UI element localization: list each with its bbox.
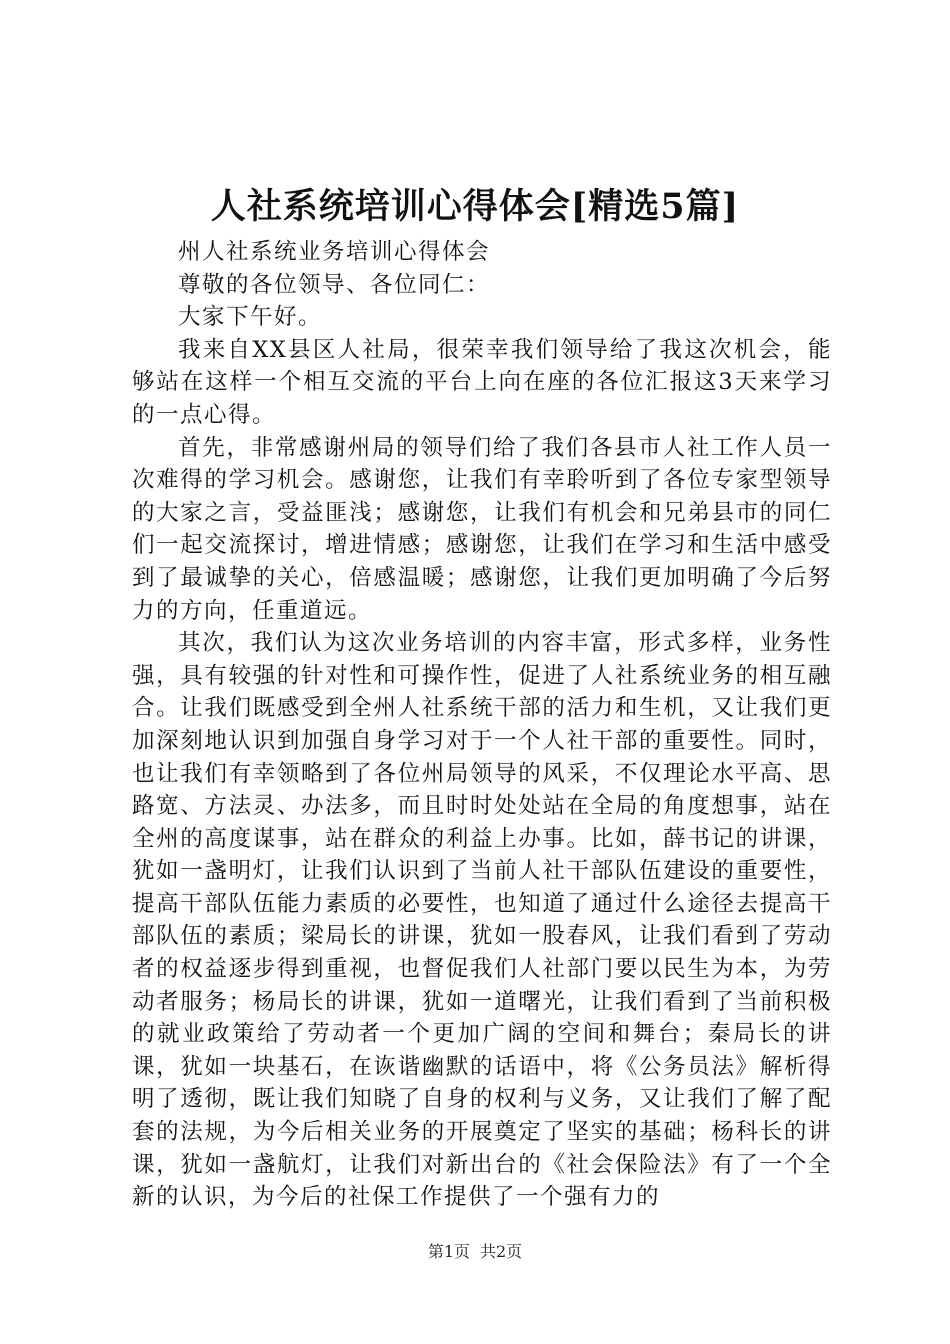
- page-footer: [0, 1240, 950, 1264]
- page-total: 共2页: [480, 1242, 523, 1261]
- paragraph-greeting: 大家下午好。: [178, 304, 323, 331]
- page-number: 第1页: [427, 1242, 470, 1261]
- paragraph-salutation: 尊敬的各位领导、各位同仁：: [178, 271, 491, 298]
- document-title: 人社系统培训心得体会[精选5篇]: [210, 186, 740, 227]
- document-body: [132, 236, 832, 1214]
- paragraph-intro: 我来自XX县区人社局，很荣幸我们领导给了我这次机会，能够站在这样一个相互交流的平台上向在座的各位汇报这3天来学习的一点心得。: [132, 336, 832, 428]
- paragraph-first: 首先，非常感谢州局的领导们给了我们各县市人社工作人员一次难得的学习机会。感谢您，让我们有幸聆听到了各位专家型领导的大家之言，受益匪浅；感谢您，让我们有机会和兄弟县市的同仁们一起交流探讨，增进情感；感谢您，让我们在学习和生活中感受到了最诚挚的关心，倍感温暖；感谢您，让我们更加明确了今后努力的方向，任重道远。: [132, 434, 832, 624]
- paragraph-subtitle: 州人社系统业务培训心得体会: [178, 239, 491, 265]
- paragraph-second: 其次，我们认为这次业务培训的内容丰富，形式多样，业务性强，具有较强的针对性和可操作性，促进了人社系统业务的相互融合。让我们既感受到全州人社系统干部的活力和生机，又让我们更加深刻地认识到加强自身学习对于一个人社干部的重要性。同时，也让我们有幸领略到了各位州局领导的风采，不仅理论水平高、思路宽、方法灵、办法多，而且时时处处站在全局的角度想事，站在全州的高度谋事，站在群众的利益上办事。比如，薛书记的讲课，犹如一盏明灯，让我们认识到了当前人社干部队伍建设的重要性，提高干部队伍能力素质的必要性，也知道了通过什么途径去提高干部队伍的素质；梁局长的讲课，犹如一股春风，让我们看到了劳动者的权益逐步得到重视，也督促我们人社部门要以民生为本，为劳动者服务；杨局长的讲课，犹如一道曙光，让我们看到了当前积极的就业政策给了劳动者一个更加广阔的空间和舞台；秦局长的讲课，犹如一块基石，在诙谐幽默的话语中，将《公务员法》解析得明了透彻，既让我们知晓了自身的权利与义务，又让我们了解了配套的法规，为今后相关业务的开展奠定了坚实的基础；杨科长的讲课，犹如一盏航灯，让我们对新出台的《社会保险法》有了一个全新的认识，为今后的社保工作提供了一个强有力的: [132, 630, 832, 1211]
